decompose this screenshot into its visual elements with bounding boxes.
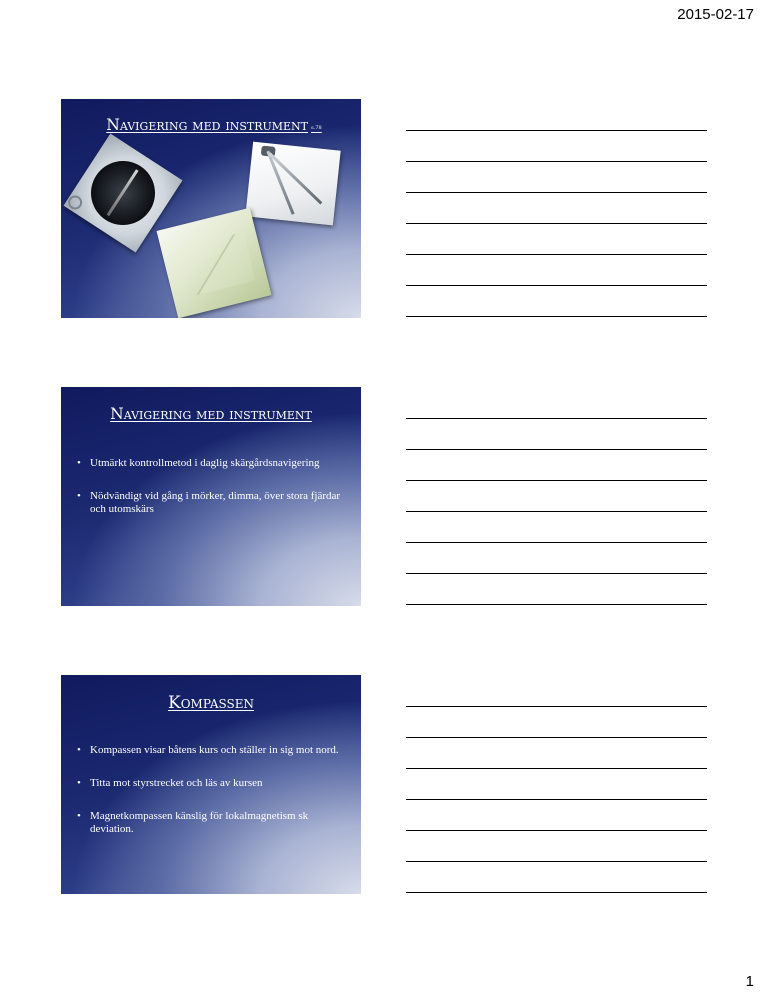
slide-1-title-ref: s.78	[311, 125, 322, 131]
slide-2-title: Navigering med instrument	[110, 405, 312, 423]
header-date: 2015-02-17	[677, 6, 754, 23]
note-line	[406, 130, 707, 131]
dividers-photo	[245, 142, 340, 226]
triangle-ruler	[175, 232, 255, 297]
slide-3	[61, 675, 361, 894]
note-line	[406, 161, 707, 162]
compass-ring	[65, 193, 84, 212]
note-line	[406, 449, 707, 450]
note-line	[406, 799, 707, 800]
slide-1	[61, 99, 361, 318]
note-line	[406, 316, 707, 317]
note-line	[406, 223, 707, 224]
note-line	[406, 480, 707, 481]
slide-3-bullets	[77, 744, 347, 856]
bullet-item: • Magnetkompassen känslig för lokalmagnetism sk deviation.	[77, 810, 347, 836]
note-line	[406, 737, 707, 738]
slide-2	[61, 387, 361, 606]
note-line	[406, 768, 707, 769]
note-line	[406, 892, 707, 893]
bullet-item: • Titta mot styrstrecket och läs av kursen	[77, 777, 347, 790]
note-line	[406, 604, 707, 605]
note-line	[406, 285, 707, 286]
note-line	[406, 706, 707, 707]
note-line	[406, 511, 707, 512]
note-line	[406, 573, 707, 574]
protractor-triangle-photo	[157, 208, 272, 318]
note-line	[406, 542, 707, 543]
bullet-item: • Utmärkt kontrollmetod i daglig skärgårdsnavigering	[77, 457, 347, 470]
note-line	[406, 418, 707, 419]
slide-3-title: Kompassen	[168, 693, 254, 713]
note-line	[406, 861, 707, 862]
dividers-leg	[266, 151, 294, 215]
bullet-item: • Nödvändigt vid gång i mörker, dimma, över stora fjärdar och utomskärs	[77, 490, 347, 516]
note-line	[406, 254, 707, 255]
slide-1-title-text: Navigering med instrument	[106, 116, 309, 134]
page-number: 1	[745, 973, 754, 990]
slide-1-title	[61, 116, 361, 134]
note-line	[406, 830, 707, 831]
bullet-item: • Kompassen visar båtens kurs och ställer in sig mot nord.	[77, 744, 347, 757]
note-line	[406, 192, 707, 193]
slide-2-bullets	[77, 457, 347, 536]
